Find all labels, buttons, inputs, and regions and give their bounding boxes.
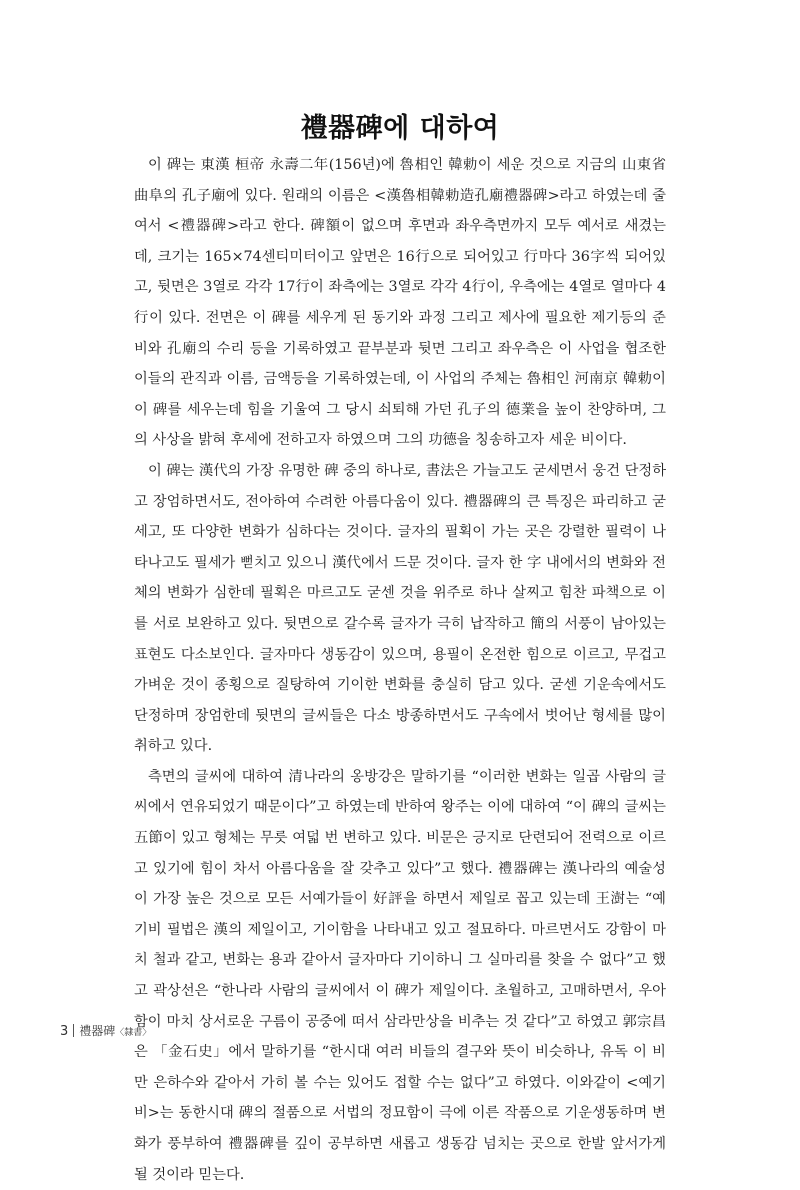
page-footer [60,1022,151,1039]
paragraph-2: 이 碑는 漢代의 가장 유명한 碑 중의 하나로, 書法은 가늘고도 굳세면서 웅건 단정하고 장엄하면서도, 전아하여 수려한 아름다움이 있다. 禮器碑의 큰 특징은 파리하고 굳세고, 또 다양한 변화가 심하다는 것이다. 글자의 필획이 가는 곳은 강렬한 필력이 나타나고도 필세가 뻗치고 있으니 漢代에서 드문 것이다. 글자 한 字 내에서의 변화와 전체의 변화가 심한데 필획은 마르고도 굳센 것을 위주로 하나 살찌고 힘찬 파책으로 이를 서로 보완하고 있다. 뒷면으로 갈수록 글자가 극히 납작하고 簡의 서풍이 남아있는 표현도 다소보인다. 글자마다 생동감이 있으며, 용필이 온전한 힘으로 이르고, 무겁고 가벼운 것이 종횡으로 질탕하여 기이한 변화를 충실히 담고 있다. 굳센 기운속에서도 단정하며 장엄한데 뒷면의 글씨들은 다소 방종하면서도 구속에서 벗어난 형세를 많이 취하고 있다. [134,462,666,755]
page-title: 禮器碑에 대하여 [300,113,500,145]
footer-book-title: 禮器碑 [79,1024,116,1038]
paragraph-3: 측면의 글씨에 대하여 清나라의 옹방강은 말하기를 “이러한 변화는 일곱 사람의 글씨에서 연유되었기 때문이다”고 하였는데 반하여 왕주는 이에 대하여 “이 碑의 글씨는 五節이 있고 형체는 무릇 여덟 번 변하고 있다. 비문은 긍지로 단련되어 전력으로 이르고 있기에 힘이 차서 아름다움을 잘 갖추고 있다”고 했다. 禮器碑는 漢나라의 예술성이 가장 높은 것으로 모든 서예가들이 好評을 하면서 제일로 꼽고 있는데 王澍는 “예기비 필법은 漢의 제일이고, 기이함을 나타내고 있고 절묘하다. 마르면서도 강함이 마치 철과 같고, 변화는 용과 같아서 글자마다 기이하니 그 실마리를 찾을 수 없다”고 했고 곽상선은 “한나라 사람의 글씨에서 이 碑가 제일이다. 초월하고, 고매하면서, 우아함이 마치 상서로운 구름이 공중에 떠서 삼라만상을 비추는 것 같다”고 하였고 郭宗昌은 「金石史」에서 말하기를 “한시대 여러 비들의 결구와 뜻이 비슷하나, 유독 이 비만 은하수와 같아서 가히 볼 수는 있어도 접할 수는 없다”고 하였다. 이와같이 <예기비>는 동한시대 碑의 절품으로 서법의 정묘함이 극에 이른 작품으로 기운생동하며 변화가 풍부하여 禮器碑를 깊이 공부하면 새롭고 생동감 넘치는 곳으로 한발 앞서가게 될 것이라 믿는다. [134,768,666,1183]
body-text [134,150,666,1190]
footer-series: 〈隸書〉 [115,1028,152,1038]
page-number: 3 [60,1024,69,1039]
footer-divider [73,1024,74,1037]
paragraph-1: 이 碑는 東漢 桓帝 永壽二年(156년)에 魯相인 韓勅이 세운 것으로 지금의 山東省 曲阜의 孔子廟에 있다. 원래의 이름은 <漢魯相韓勅造孔廟禮器碑>라고 하였는데 줄여서 <禮器碑>라고 한다. 碑額이 없으며 후면과 좌우측면까지 모두 예서로 새겼는데, 크기는 165×74센티미터이고 앞면은 16行으로 되어있고 行마다 36字씩 되어있고, 뒷면은 3열로 각각 17行이 좌측에는 3열로 각각 4行이, 우측에는 4열로 열마다 4行이 있다. 전면은 이 碑를 세우게 된 동기와 과정 그리고 제사에 필요한 제기등의 준비와 孔廟의 수리 등을 기록하였고 끝부분과 뒷면 그리고 좌우측은 이 사업을 협조한 이들의 관직과 이름, 금액등을 기록하였는데, 이 사업의 주체는 魯相인 河南京 韓勅이 이 碑를 세우는데 힘을 기울여 그 당시 쇠퇴해 가던 孔子의 德業을 높이 찬양하며, 그의 사상을 밝혀 후세에 전하고자 하였으며 그의 功德을 칭송하고자 세운 비이다. [134,157,666,449]
